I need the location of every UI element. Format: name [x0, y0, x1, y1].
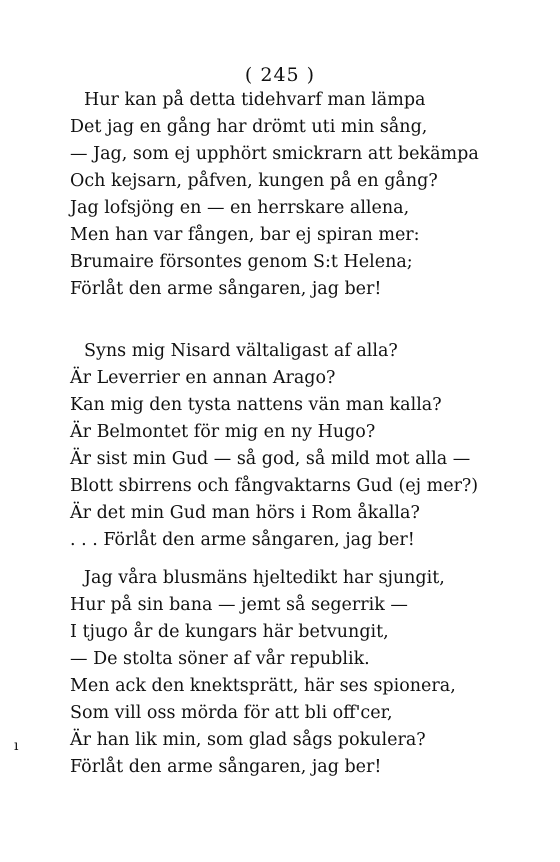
- verse-line: Är sist min Gud — så god, så mild mot alla —: [70, 449, 471, 469]
- verse-line: Men ack den knektsprätt, här ses spionera,: [70, 676, 456, 696]
- verse-line: Är det min Gud man hörs i Rom åkalla?: [70, 503, 420, 523]
- verse-line: — Jag, som ej upphört smickrarn att bekämpa: [70, 144, 479, 164]
- verse-line: Förlåt den arme sångaren, jag ber!: [70, 279, 382, 299]
- verse-line: Syns mig Nisard vältaligast af alla?: [84, 341, 398, 361]
- verse-line: Förlåt den arme sångaren, jag ber!: [70, 757, 382, 777]
- verse-line: Brumaire försontes genom S:t Helena;: [70, 252, 413, 272]
- verse-line: — De stolta söner af vår republik.: [70, 649, 370, 669]
- verse-line: Kan mig den tysta nattens vän man kalla?: [70, 395, 442, 415]
- page-number: ( 245 ): [244, 64, 316, 86]
- verse-line: Hur på sin bana — jemt så segerrik —: [70, 595, 408, 615]
- verse-line: Är Belmontet för mig en ny Hugo?: [70, 422, 376, 442]
- verse-line: Som vill oss mörda för att bli off'cer,: [70, 703, 393, 723]
- verse-line: Och kejsarn, påfven, kungen på en gång?: [70, 171, 438, 191]
- verse-line: Är Leverrier en annan Arago?: [70, 368, 336, 388]
- verse-line: Jag lofsjöng en — en herrskare allena,: [70, 198, 410, 218]
- verse-line: Är han lik min, som glad sågs pokulera?: [70, 730, 426, 750]
- verse-line: . . . Förlåt den arme sångaren, jag ber!: [70, 530, 415, 550]
- verse-line: I tjugo år de kungars här betvungit,: [70, 622, 389, 642]
- verse-line: Jag våra blusmäns hjeltedikt har sjungit,: [84, 568, 445, 588]
- verse-line: Men han var fången, bar ej spiran mer:: [70, 225, 420, 245]
- margin-mark: ı: [14, 738, 19, 754]
- verse-line: Det jag en gång har drömt uti min sång,: [70, 117, 428, 137]
- verse-line: Hur kan på detta tidehvarf man lämpa: [84, 90, 426, 110]
- verse-line: Blott sbirrens och fångvaktarns Gud (ej mer?): [70, 476, 479, 496]
